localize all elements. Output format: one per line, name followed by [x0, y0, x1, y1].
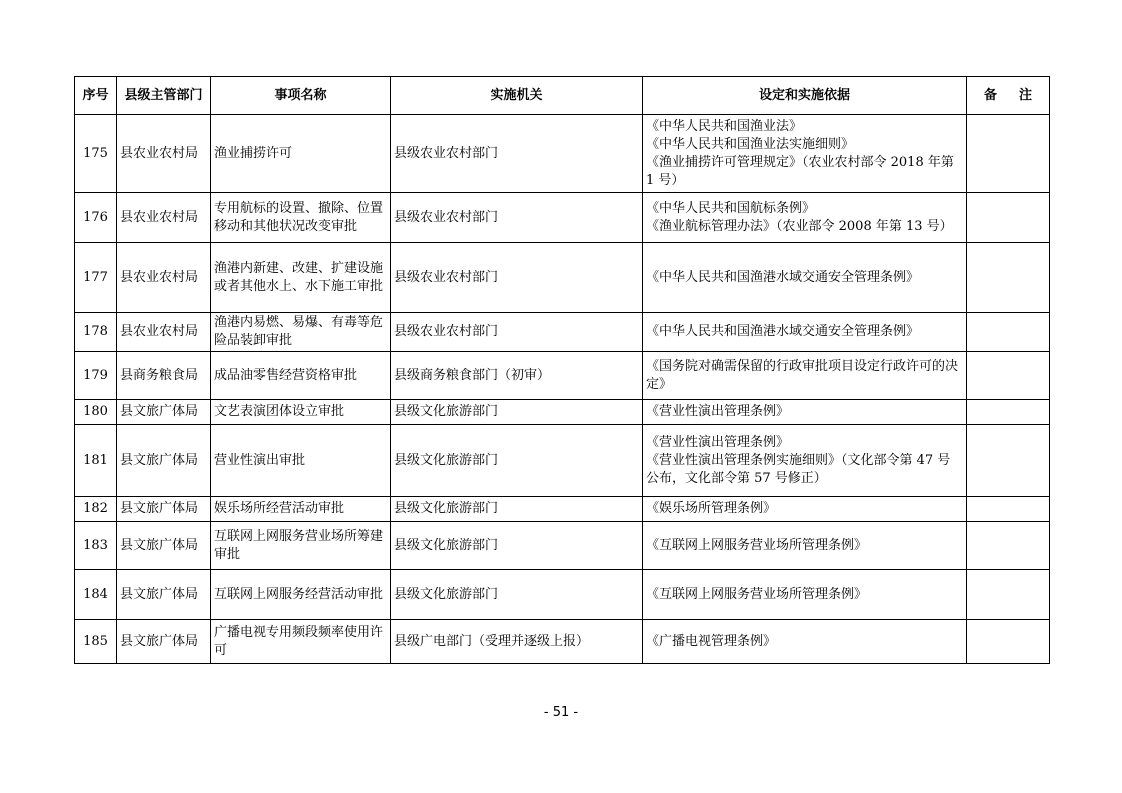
row-note	[967, 400, 1050, 425]
row-item-name: 渔业捕捞许可	[211, 115, 391, 193]
row-item-name: 广播电视专用频段频率使用许可	[211, 620, 391, 664]
row-item-name: 互联网上网服务经营活动审批	[211, 570, 391, 620]
row-item-name: 娱乐场所经营活动审批	[211, 497, 391, 522]
table-row	[75, 425, 1050, 497]
table-row	[75, 497, 1050, 522]
table-row	[75, 313, 1050, 352]
row-agency: 县级农业农村部门	[391, 115, 643, 193]
row-agency: 县级广电部门（受理并逐级上报）	[391, 620, 643, 664]
basis-line: 《渔业捕捞许可管理规定》（农业农村部令 2018 年第 1 号）	[646, 154, 954, 188]
row-basis	[643, 425, 967, 497]
row-item-name: 专用航标的设置、撤除、位置移动和其他状况改变审批	[211, 193, 391, 243]
table-row	[75, 243, 1050, 313]
basis-line: 《娱乐场所管理条例》	[646, 501, 777, 516]
row-department: 县文旅广体局	[117, 620, 211, 664]
row-basis	[643, 352, 967, 400]
table-row	[75, 400, 1050, 425]
basis-line: 《中华人民共和国渔港水域交通安全管理条例》	[646, 269, 920, 285]
row-agency: 县级文化旅游部门	[391, 400, 643, 425]
row-item-name: 互联网上网服务营业场所筹建审批	[211, 522, 391, 570]
row-item-name: 文艺表演团体设立审批	[211, 400, 391, 425]
row-note	[967, 243, 1050, 313]
row-department: 县农业农村局	[117, 115, 211, 193]
header-basis: 设定和实施依据	[643, 77, 967, 115]
basis-line: 《中华人民共和国航标条例》	[646, 200, 816, 216]
table-row	[75, 352, 1050, 400]
row-department: 县文旅广体局	[117, 570, 211, 620]
row-agency: 县级农业农村部门	[391, 313, 643, 352]
row-basis	[643, 243, 967, 313]
header-no: 序号	[75, 77, 117, 115]
table-row	[75, 115, 1050, 193]
basis-line: 《国务院对确需保留的行政审批项目设定行政许可的决定》	[646, 358, 959, 392]
row-department: 县文旅广体局	[117, 425, 211, 497]
header-note-a: 备	[983, 87, 997, 103]
row-note	[967, 352, 1050, 400]
row-agency: 县级文化旅游部门	[391, 497, 643, 522]
row-note	[967, 115, 1050, 193]
table-row	[75, 522, 1050, 570]
approval-items-table	[74, 76, 1050, 664]
row-department: 县商务粮食局	[117, 352, 211, 400]
row-note	[967, 193, 1050, 243]
row-item-name: 渔港内新建、改建、扩建设施或者其他水上、水下施工审批	[211, 243, 391, 313]
row-department: 县文旅广体局	[117, 497, 211, 522]
table-row	[75, 193, 1050, 243]
row-number: 178	[75, 313, 117, 352]
row-number: 185	[75, 620, 117, 664]
row-department: 县农业农村局	[117, 313, 211, 352]
row-item-name: 渔港内易燃、易爆、有毒等危险品装卸审批	[211, 313, 391, 352]
header-agency: 实施机关	[391, 77, 643, 115]
basis-line: 《渔业航标管理办法》（农业部令 2008 年第 13 号）	[646, 218, 953, 234]
row-item-name: 营业性演出审批	[211, 425, 391, 497]
row-basis	[643, 620, 967, 664]
header-dept: 县级主管部门	[117, 77, 211, 115]
table-row	[75, 570, 1050, 620]
row-number: 179	[75, 352, 117, 400]
row-basis	[643, 115, 967, 193]
row-number: 181	[75, 425, 117, 497]
basis-line: 《广播电视管理条例》	[646, 633, 777, 649]
row-note	[967, 497, 1050, 522]
basis-line: 《互联网上网服务营业场所管理条例》	[646, 537, 868, 553]
row-note	[967, 620, 1050, 664]
row-basis	[643, 193, 967, 243]
row-department: 县农业农村局	[117, 193, 211, 243]
row-number: 180	[75, 400, 117, 425]
header-note	[967, 77, 1050, 115]
basis-line: 《中华人民共和国渔业法》	[646, 118, 803, 134]
row-agency: 县级农业农村部门	[391, 243, 643, 313]
row-number: 177	[75, 243, 117, 313]
row-number: 184	[75, 570, 117, 620]
row-basis	[643, 497, 967, 522]
row-department: 县文旅广体局	[117, 400, 211, 425]
row-note	[967, 425, 1050, 497]
basis-line: 《中华人民共和国渔港水域交通安全管理条例》	[646, 324, 920, 339]
row-agency: 县级文化旅游部门	[391, 425, 643, 497]
row-number: 175	[75, 115, 117, 193]
page-number: - 51 -	[543, 705, 579, 720]
row-agency: 县级商务粮食部门（初审）	[391, 352, 643, 400]
row-basis	[643, 522, 967, 570]
row-agency: 县级农业农村部门	[391, 193, 643, 243]
header-item: 事项名称	[211, 77, 391, 115]
basis-line: 《营业性演出管理条例》	[646, 404, 790, 419]
basis-line: 《营业性演出管理条例》	[646, 434, 790, 450]
basis-line: 《中华人民共和国渔业法实施细则》	[646, 136, 855, 152]
row-number: 176	[75, 193, 117, 243]
row-note	[967, 522, 1050, 570]
basis-line: 《互联网上网服务营业场所管理条例》	[646, 586, 868, 602]
table-row	[75, 620, 1050, 664]
row-item-name: 成品油零售经营资格审批	[211, 352, 391, 400]
row-department: 县农业农村局	[117, 243, 211, 313]
row-agency: 县级文化旅游部门	[391, 570, 643, 620]
row-agency: 县级文化旅游部门	[391, 522, 643, 570]
header-note-b: 注	[1019, 87, 1033, 103]
basis-line: 《营业性演出管理条例实施细则》（文化部令第 47 号公布，文化部令第 57 号修正）	[646, 452, 951, 486]
row-number: 183	[75, 522, 117, 570]
row-basis	[643, 570, 967, 620]
row-basis	[643, 400, 967, 425]
row-number: 182	[75, 497, 117, 522]
row-note	[967, 570, 1050, 620]
row-basis	[643, 313, 967, 352]
row-note	[967, 313, 1050, 352]
row-department: 县文旅广体局	[117, 522, 211, 570]
table-header-row	[75, 77, 1050, 115]
